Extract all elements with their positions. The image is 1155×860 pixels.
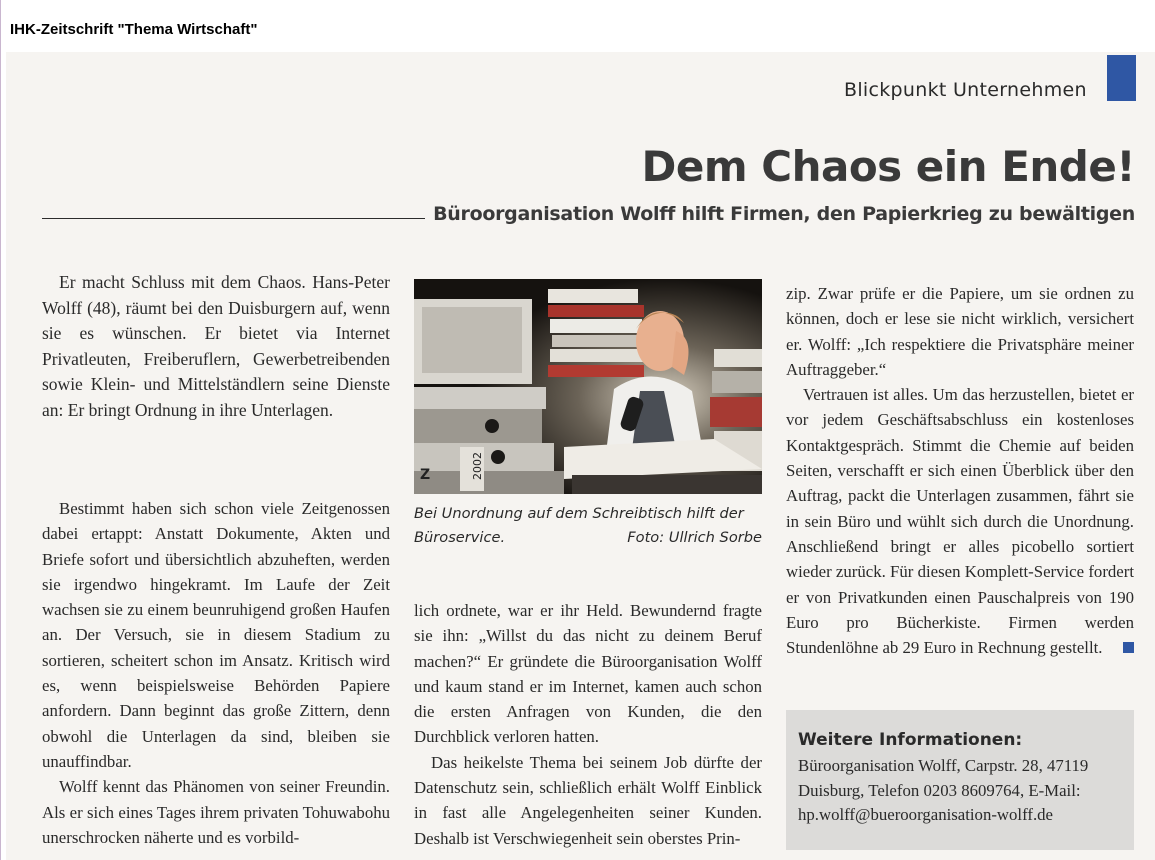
article-column-1 [42,496,390,850]
scan-border [0,0,1,860]
info-address-line: Büroorganisation Wolff, Carpstr. 28, 47119 [798,756,1089,775]
info-email-link[interactable]: hp.wolff@bueroorganisation-wolff.de [798,805,1054,824]
photo-credit: Foto: Ullrich Sorbe [627,529,762,546]
section-label: Blickpunkt Unternehmen [844,79,1087,101]
section-marker [1107,55,1136,101]
lead-paragraph [42,270,390,423]
lead-text: Er macht Schluss mit dem Chaos. Hans-Peter Wolff (48), räumt bei den Duisburgern auf, wenn sie es wünschen. Er bietet via Internet Privatleuten, Freiberuflern, Gewerbetreibenden sowie Klein- und Mittelständlern seine Dienste an: Er bringt Ordnung in ihre Unterlagen. [42,272,390,420]
info-lines [798,754,1128,828]
column2-paragraph-2: Das heikelste Thema bei seinem Job dürfte der Datenschutz sein, schließlich erhält Wolff Einblick in fast alle Angelegenheiten seiner Kunden. Deshalb ist Verschwiegenheit sein oberstes Prin- [414,752,762,848]
article-photo [414,279,762,494]
column3-paragraph-2 [786,382,1134,660]
caption-text: Bei Unordnung auf dem Schreibtisch hilft der Büroservice. [414,505,744,546]
article-column-2 [414,598,762,851]
subtitle: Büroorganisation Wolff hilft Firmen, den Papierkrieg zu bewältigen [433,203,1135,225]
end-of-article-icon [1123,642,1134,653]
column1-paragraph-1: Bestimmt haben sich schon viele Zeitgenossen dabei ertappt: Anstatt Dokumente, Akten und Briefe sofort und übersichtlich abzuheften, werden sie irgendwo hingekramt. Im Laufe der Zeit wachsen sie zu einem beunruhigend großen Haufen an. Der Versuch, sie in diesem Stadium zu sortieren, scheitert schon im Ansatz. Kritisch wird es, wenn beispielsweise Behörden Papiere anfordern. Dann beginnt das große Zittern, denn obwohl die Unterlagen da sind, bleiben sie unauffindbar. [42,499,390,771]
photo-caption [414,502,762,550]
subtitle-rule [42,218,425,219]
info-title: Weitere Informationen: [798,730,1023,750]
photo-illustration [414,279,762,494]
info-phone-line: Duisburg, Telefon 0203 8609764, E-Mail: [798,780,1081,800]
binder-label: Z [420,467,431,483]
column2-paragraph-1: lich ordnete, war er ihr Held. Bewundernd fragte sie ihn: „Willst du das nicht zu deinem Beruf machen?“ Er gründete die Büroorganisation Wolff und kaum stand er im Internet, kamen auch schon die ersten Anfragen von Kunden, die den Durchblick verloren hatten. [414,601,762,747]
headline: Dem Chaos ein Ende! [641,142,1135,191]
source-label: IHK-Zeitschrift "Thema Wirtschaft" [10,21,258,38]
info-box [786,710,1134,850]
column3-paragraph-1: zip. Zwar prüfe er die Papiere, um sie ordnen zu können, doch er lese sie nicht wirklich, versichert er. Wolff: „Ich respektiere die Privatsphäre meiner Auftraggeber.“ [786,284,1134,379]
column1-paragraph-2: Wolff kennt das Phänomen von seiner Freundin. Als er sich eines Tages ihrem privaten Tohuwabohu unerschrocken näherte und es vorbild- [42,777,390,847]
binder-label: 2002 [471,452,484,480]
column3-paragraph-2-text: Vertrauen ist alles. Um das herzustellen, bietet er vor jedem Geschäftsabschluss ein kostenloses Kontaktgespräch. Stimmt die Chemie auf beiden Seiten, verschafft er sich einen Überblick über den Auftrag, packt die Unterlagen zusammen, fährt sie in sein Büro und wühlt sich durch die Unordnung. Anschließend bringt er alles picobello sortiert wieder zurück. Für diesen Komplett-Service fordert er von Privatkunden einen Pauschalpreis von 190 Euro pro Bücherkiste. Firmen werden Stundenlöhne ab 29 Euro in Rechnung gestellt. [786,385,1134,658]
article-column-3 [786,281,1134,660]
